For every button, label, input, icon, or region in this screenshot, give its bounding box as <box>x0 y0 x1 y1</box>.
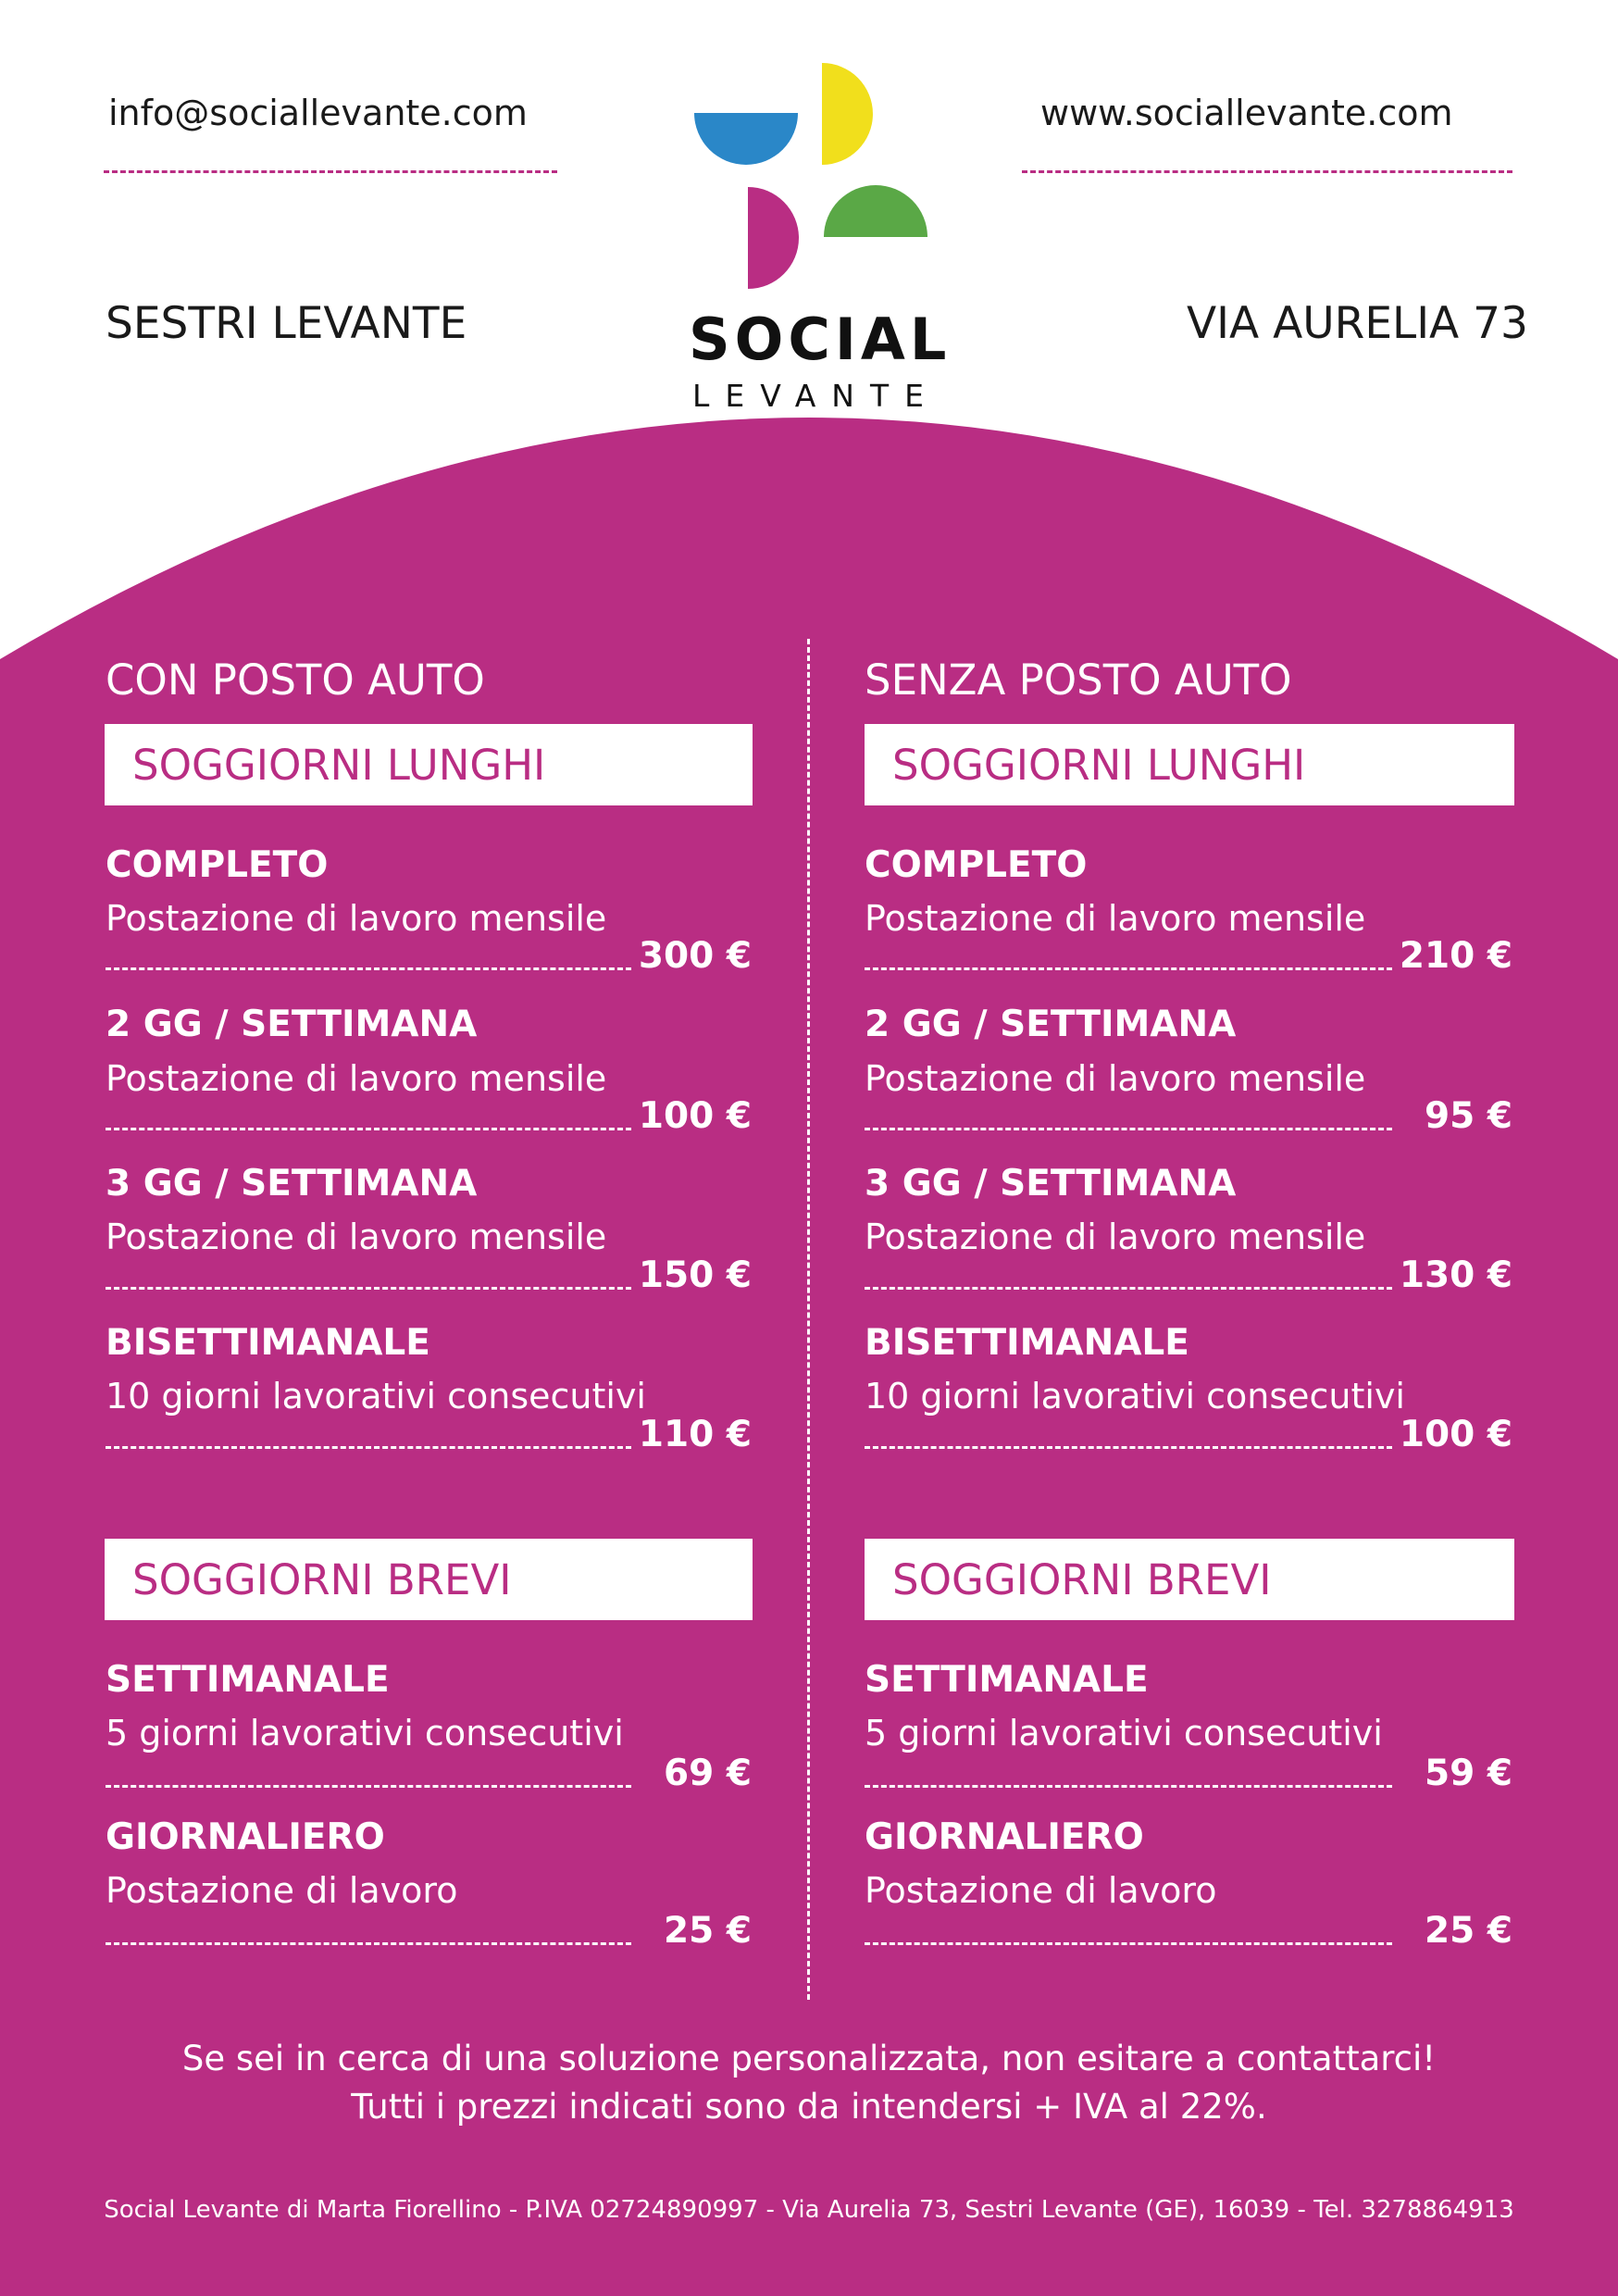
vat-note: Tutti i prezzi indicati sono da intendersi + IVA al 22%. <box>351 2087 1267 2127</box>
brand-name: SOCIAL <box>689 306 952 373</box>
left-item-name: SETTIMANALE <box>106 1659 390 1701</box>
social-levante-logo-icon <box>685 56 935 296</box>
price-leader <box>106 1785 631 1788</box>
footer-company-info: Social Levante di Marta Fiorellino - P.IVA 02724890997 - Via Aurelia 73, Sestri Levante (GE), 16039 - Tel. 3278864913 <box>104 2196 1514 2224</box>
address-label: VIA AURELIA 73 <box>1187 298 1528 349</box>
left-short-stay-label: SOGGIORNI BREVI <box>132 1554 512 1604</box>
right-item-name: 3 GG / SETTIMANA <box>865 1163 1237 1204</box>
right-item-name: BISETTIMANALE <box>865 1322 1189 1364</box>
left-column-title: CON POSTO AUTO <box>106 655 485 705</box>
right-short-stay-box <box>865 1539 1514 1620</box>
custom-solution-note: Se sei in cerca di una soluzione personalizzata, non esitare a contattarci! <box>181 2039 1437 2078</box>
right-item-price: 95 € <box>1425 1095 1512 1137</box>
left-long-stay-label: SOGGIORNI LUNGHI <box>132 740 546 790</box>
right-item-name: 2 GG / SETTIMANA <box>865 1004 1237 1045</box>
right-item-desc: Postazione di lavoro <box>865 1870 1217 1911</box>
right-item-price: 59 € <box>1425 1753 1512 1794</box>
brand-subname: LEVANTE <box>692 378 940 414</box>
city-label: SESTRI LEVANTE <box>106 298 467 349</box>
left-item-name: BISETTIMANALE <box>106 1322 430 1364</box>
price-leader <box>865 967 1392 970</box>
right-item-name: GIORNALIERO <box>865 1816 1144 1858</box>
left-item-price: 25 € <box>664 1910 752 1952</box>
right-item-desc: 5 giorni lavorativi consecutivi <box>865 1713 1383 1753</box>
left-item-name: 2 GG / SETTIMANA <box>106 1004 478 1045</box>
right-item-name: SETTIMANALE <box>865 1659 1149 1701</box>
left-item-desc: 5 giorni lavorativi consecutivi <box>106 1713 624 1753</box>
right-column-title: SENZA POSTO AUTO <box>865 655 1292 705</box>
price-leader <box>865 1942 1392 1945</box>
right-item-price: 100 € <box>1399 1414 1512 1455</box>
right-long-stay-box <box>865 724 1514 805</box>
price-leader <box>865 1128 1392 1130</box>
price-leader <box>865 1287 1392 1290</box>
right-short-stay-label: SOGGIORNI BREVI <box>892 1554 1272 1604</box>
right-item-desc: Postazione di lavoro mensile <box>865 898 1366 939</box>
price-leader <box>106 1446 631 1449</box>
right-item-price: 25 € <box>1425 1910 1512 1952</box>
left-item-name: COMPLETO <box>106 844 329 886</box>
left-item-desc: Postazione di lavoro mensile <box>106 1058 607 1099</box>
left-item-price: 69 € <box>664 1753 752 1794</box>
left-item-desc: Postazione di lavoro mensile <box>106 898 607 939</box>
left-long-stay-box <box>105 724 753 805</box>
right-item-name: COMPLETO <box>865 844 1088 886</box>
left-item-price: 300 € <box>638 935 752 977</box>
left-item-desc: Postazione di lavoro <box>106 1870 458 1911</box>
price-leader <box>865 1785 1392 1788</box>
website-link[interactable]: www.sociallevante.com <box>1040 93 1453 133</box>
email-link[interactable]: info@sociallevante.com <box>108 93 528 133</box>
price-leader <box>106 1287 631 1290</box>
right-item-desc: Postazione di lavoro mensile <box>865 1058 1366 1099</box>
left-item-desc: Postazione di lavoro mensile <box>106 1217 607 1257</box>
left-item-price: 110 € <box>638 1414 752 1455</box>
email-underline <box>104 170 557 173</box>
column-divider <box>807 639 810 2000</box>
price-leader <box>106 967 631 970</box>
left-short-stay-box <box>105 1539 753 1620</box>
website-underline <box>1022 170 1512 173</box>
right-item-price: 210 € <box>1399 935 1512 977</box>
left-item-name: GIORNALIERO <box>106 1816 385 1858</box>
right-item-desc: Postazione di lavoro mensile <box>865 1217 1366 1257</box>
price-leader <box>106 1128 631 1130</box>
price-leader <box>106 1942 631 1945</box>
left-item-price: 100 € <box>638 1095 752 1137</box>
right-item-desc: 10 giorni lavorativi consecutivi <box>865 1376 1405 1416</box>
right-long-stay-label: SOGGIORNI LUNGHI <box>892 740 1306 790</box>
left-item-desc: 10 giorni lavorativi consecutivi <box>106 1376 646 1416</box>
left-item-price: 150 € <box>638 1254 752 1296</box>
right-item-price: 130 € <box>1399 1254 1512 1296</box>
left-item-name: 3 GG / SETTIMANA <box>106 1163 478 1204</box>
price-leader <box>865 1446 1392 1449</box>
